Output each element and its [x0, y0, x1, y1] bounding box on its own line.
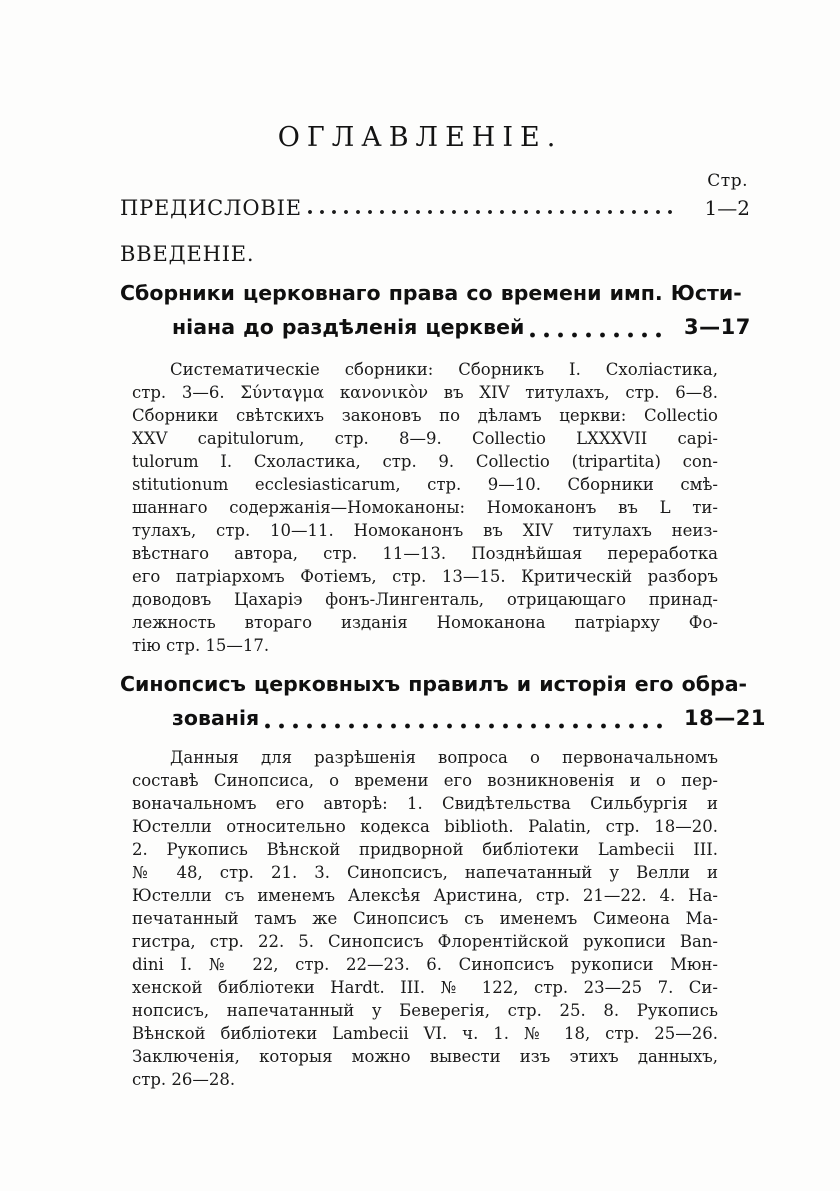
dot-leader [308, 209, 674, 215]
annotation-line: Заключенія, которыя можно вывести изъ этихъ данныхъ, [132, 1047, 718, 1066]
annotation-line: dini I. № 22, стр. 22—23. 6. Синопсисъ рукописи Мюн- [132, 955, 718, 974]
chapter-title-row [172, 701, 766, 735]
annotation-line: tulorum I. Схоластика, стр. 9. Collectio (tripartita) con- [132, 452, 718, 471]
chapter-annotation [132, 358, 718, 657]
annotation-line: Юстелли съ именемъ Алексѣя Аристина, стр. 21—22. 4. На- [132, 886, 718, 905]
annotation-line: шаннаго содержанія—Номоканоны: Номоканонъ въ L ти- [132, 498, 718, 517]
annotation-line: Данныя для разрѣшенія вопроса о первоначальномъ [170, 748, 718, 767]
annotation-line: составѣ Синопсиса, о времени его возникновенія и о пер- [132, 771, 718, 790]
annotation-line: хенской библіотеки Hardt. III. № 122, стр. 23—25 7. Си- [132, 978, 718, 997]
page-column-header: Стр. [707, 171, 748, 191]
annotation-line: Вѣнской библіотеки Lambecii VI. ч. 1. № 18, стр. 25—26. [132, 1024, 718, 1043]
chapter-title-row [172, 310, 750, 344]
annotation-line: № 48, стр. 21. 3. Синопсисъ, напечатанный у Велли и [132, 863, 718, 882]
annotation-line: печатанный тамъ же Синопсисъ съ именемъ Симеона Ма- [132, 909, 718, 928]
annotation-line: XXV capitulorum, стр. 8—9. Collectio LXXXVII capi- [132, 429, 718, 448]
annotation-line: 2. Рукопись Вѣнской придворной библіотеки Lambecii III. [132, 840, 718, 859]
chapter-title-line-1: Сборники церковнаго права со времени имп. Юсти- [120, 281, 742, 305]
toc-entry-chapter-1 [0, 276, 840, 344]
page-range: 18—21 [684, 706, 766, 730]
dot-leader [530, 332, 670, 338]
toc-entry-preface [120, 196, 750, 220]
annotation-line: Юстелли относительно кодекса biblioth. Palatin, стр. 18—20. [132, 817, 718, 836]
annotation-line: гистра, стр. 22. 5. Синопсисъ Флорентійской рукописи Ban- [132, 932, 718, 951]
chapter-title-line-1: Синопсисъ церковныхъ правилъ и исторія его обра- [120, 672, 748, 696]
section-heading-introduction: ВВЕДЕНІЕ. [120, 242, 255, 266]
annotation-line: лежность втораго изданія Номоканона патріарху Фо- [132, 613, 718, 632]
annotation-line: тію стр. 15—17. [132, 636, 270, 655]
page-title: ОГЛАВЛЕНІЕ. [277, 122, 563, 153]
toc-entry-label: ПРЕДИСЛОВІЕ [120, 196, 302, 220]
annotation-line: тулахъ, стр. 10—11. Номоканонъ въ XIV титулахъ неиз- [132, 521, 718, 540]
annotation-line: Сборники свѣтскихъ законовъ по дѣламъ церкви: Collectio [132, 406, 718, 425]
annotation-line: воначальномъ его авторѣ: 1. Свидѣтельства Сильбургія и [132, 794, 718, 813]
annotation-line: доводовъ Цахаріэ фонъ-Лингенталь, отрицающаго принад- [132, 590, 718, 609]
annotation-line: стр. 26—28. [132, 1070, 236, 1089]
page-range: 1—2 [704, 196, 750, 220]
chapter-title-line-2: ніана до раздѣленія церквей [172, 315, 525, 339]
annotation-line: stitutionum ecclesiasticarum, стр. 9—10. Сборники смѣ- [132, 475, 718, 494]
page-range: 3—17 [684, 315, 751, 339]
chapter-title-line-2: зованія [172, 706, 260, 730]
annotation-line: Систематическіе сборники: Сборникъ I. Схоліастика, [170, 360, 718, 379]
annotation-line: вѣстнаго автора, стр. 11—13. Позднѣйшая переработка [132, 544, 718, 563]
dot-leader [265, 723, 670, 729]
toc-entry-chapter-2 [0, 667, 840, 735]
annotation-line: его патріархомъ Фотіемъ, стр. 13—15. Критическій разборъ [132, 567, 718, 586]
annotation-line: стр. 3—6. Σύνταγμα κανονικὸν въ XIV титулахъ, стр. 6—8. [132, 383, 718, 402]
annotation-line: нопсисъ, напечатанный у Беверегія, стр. 25. 8. Рукопись [132, 1001, 718, 1020]
chapter-annotation [132, 746, 718, 1091]
